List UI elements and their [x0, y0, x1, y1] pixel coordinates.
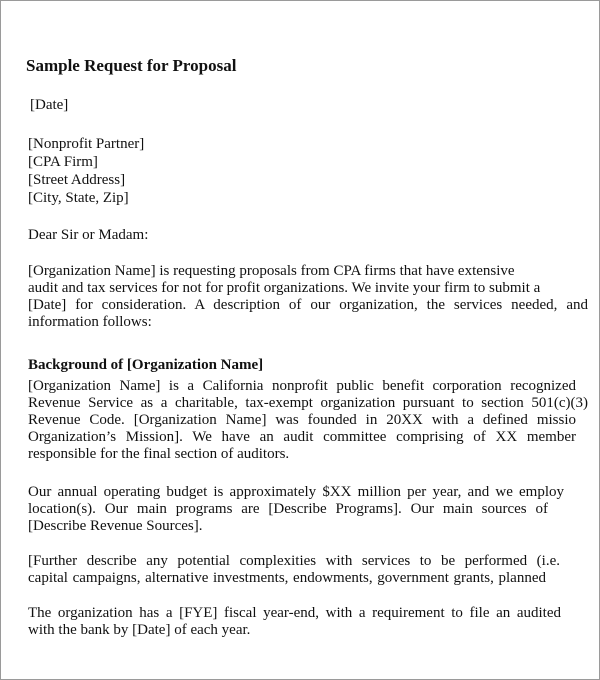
budget-paragraph	[28, 484, 588, 535]
fye-line: with the bank by [Date] of each year.	[28, 622, 251, 638]
further-paragraph	[28, 553, 588, 587]
intro-paragraph	[28, 263, 588, 331]
budget-line: location(s). Our main programs are [Describe Programs]. Our main sources of	[28, 501, 548, 517]
address-line: [City, State, Zip]	[28, 190, 129, 206]
address-line: [Street Address]	[28, 172, 126, 188]
date-line: [Date]	[30, 97, 69, 113]
intro-line: [Organization Name] is requesting proposals from CPA firms that have extensive	[28, 263, 515, 279]
background-line: Revenue Service as a charitable, tax-exempt organization pursuant to section 501(c)(3)	[28, 395, 588, 411]
background-heading: Background of [Organization Name]	[28, 357, 264, 373]
further-line: capital campaigns, alternative investments, endowments, government grants, planned	[28, 570, 546, 586]
background-paragraph	[28, 378, 588, 463]
fye-line: The organization has a [FYE] fiscal year-end, with a requirement to file an audited	[28, 605, 561, 621]
background-line: responsible for the final section of auditors.	[28, 446, 290, 462]
intro-line: audit and tax services for not for profit organizations. We invite your firm to submit a	[28, 280, 541, 296]
salutation: Dear Sir or Madam:	[28, 227, 149, 243]
intro-line: [Date] for consideration. A description of our organization, the services needed, and	[28, 297, 588, 313]
budget-line: Our annual operating budget is approximately $XX million per year, and we employ	[28, 484, 564, 500]
budget-line: [Describe Revenue Sources].	[28, 518, 203, 534]
background-line: Organization’s Mission]. We have an audit committee comprising of XX member	[28, 429, 576, 445]
fye-paragraph	[28, 605, 588, 639]
further-line: [Further describe any potential complexities with services to be performed (i.e.	[28, 553, 560, 569]
address-line: [CPA Firm]	[28, 154, 98, 170]
document-title: Sample Request for Proposal	[26, 56, 237, 75]
address-line: [Nonprofit Partner]	[28, 136, 145, 152]
background-line: Revenue Code. [Organization Name] was founded in 20XX with a defined missio	[28, 412, 576, 428]
background-line: [Organization Name] is a California nonprofit public benefit corporation recognized	[28, 378, 576, 394]
intro-line: information follows:	[28, 314, 152, 330]
recipient-address	[28, 135, 144, 207]
